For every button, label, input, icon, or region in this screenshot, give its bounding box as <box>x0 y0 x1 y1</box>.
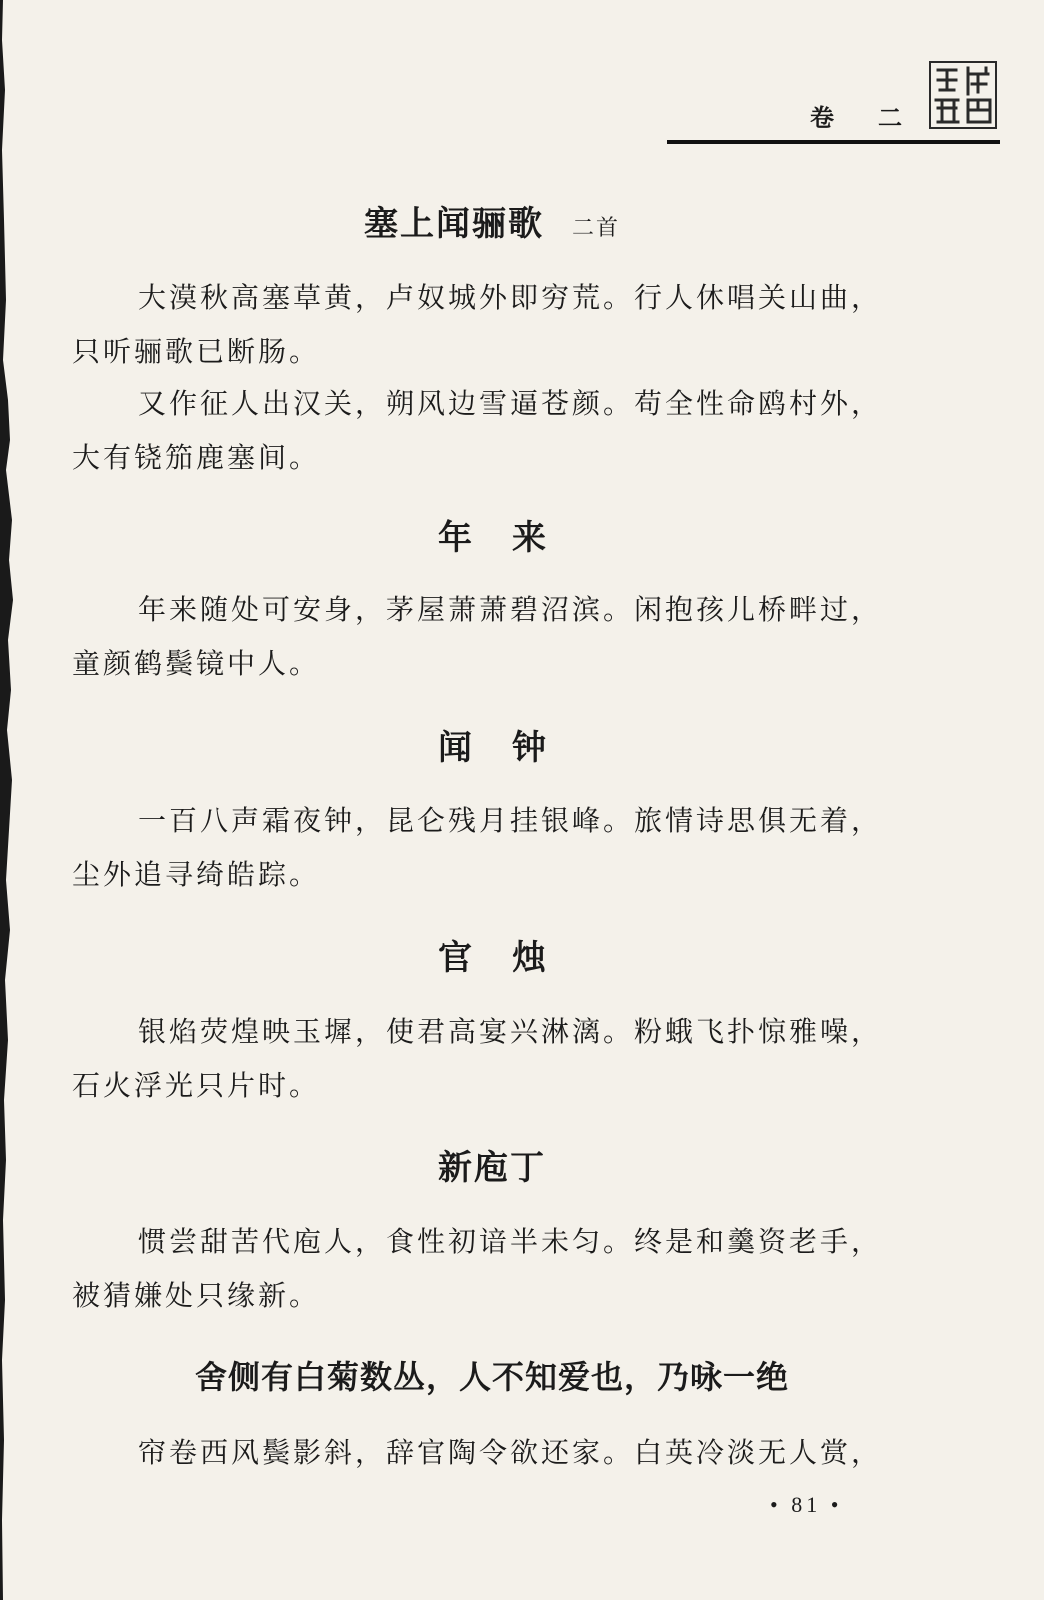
poem-title-text: 舍侧有白菊数丛，人不知爱也，乃咏一绝 <box>194 1358 789 1396</box>
torn-page-edge <box>0 0 16 1600</box>
poem-title <box>72 196 912 245</box>
poem-title-text: 塞上闻骊歌 <box>363 204 544 244</box>
poem-paragraph: 帘卷西风鬓影斜，辞官陶令欲还家。白英冷淡无人赏， <box>138 1436 883 1469</box>
poem-title <box>72 1352 912 1398</box>
poem-title <box>72 720 912 769</box>
poem-title-text: 新庖丁 <box>438 1148 546 1188</box>
poem-title-text: 官烛 <box>438 938 586 978</box>
poem-title-text: 闻钟 <box>438 728 586 768</box>
page-number: • 81 • <box>770 1492 843 1517</box>
poem-title <box>72 930 912 979</box>
poem-paragraph: 年来随处可安身，茅屋萧萧碧沼滨。闲抱孩儿桥畔过，童颜鹤鬓镜中人。 <box>72 593 883 680</box>
header-rule <box>667 140 1000 144</box>
poem-paragraph: 惯尝甜苦代庖人，食性初谙半未匀。终是和羹资老手，被猜嫌处只缘新。 <box>72 1225 883 1312</box>
running-head: 卷 二 <box>810 103 912 132</box>
poem-title <box>72 1140 912 1189</box>
poem-paragraph: 大漠秋高塞草黄，卢奴城外即穷荒。行人休唱关山曲，只听骊歌已断肠。 <box>72 281 883 368</box>
poem-title <box>72 510 912 559</box>
poem-title-text: 年来 <box>438 518 586 558</box>
poem-paragraph: 一百八声霜夜钟，昆仑残月挂银峰。旅情诗思俱无着，尘外追寻绮皓踪。 <box>72 804 883 891</box>
seal-stamp-icon <box>928 60 998 130</box>
poem-title-note: 二首 <box>571 216 620 241</box>
poem-paragraph: 银焰荧煌映玉墀，使君高宴兴淋漓。粉蛾飞扑惊雅噪，石火浮光只片时。 <box>72 1015 883 1102</box>
poem-paragraph: 又作征人出汉关，朔风边雪逼苍颜。苟全性命鸥村外，大有铙笳鹿塞间。 <box>72 387 883 474</box>
